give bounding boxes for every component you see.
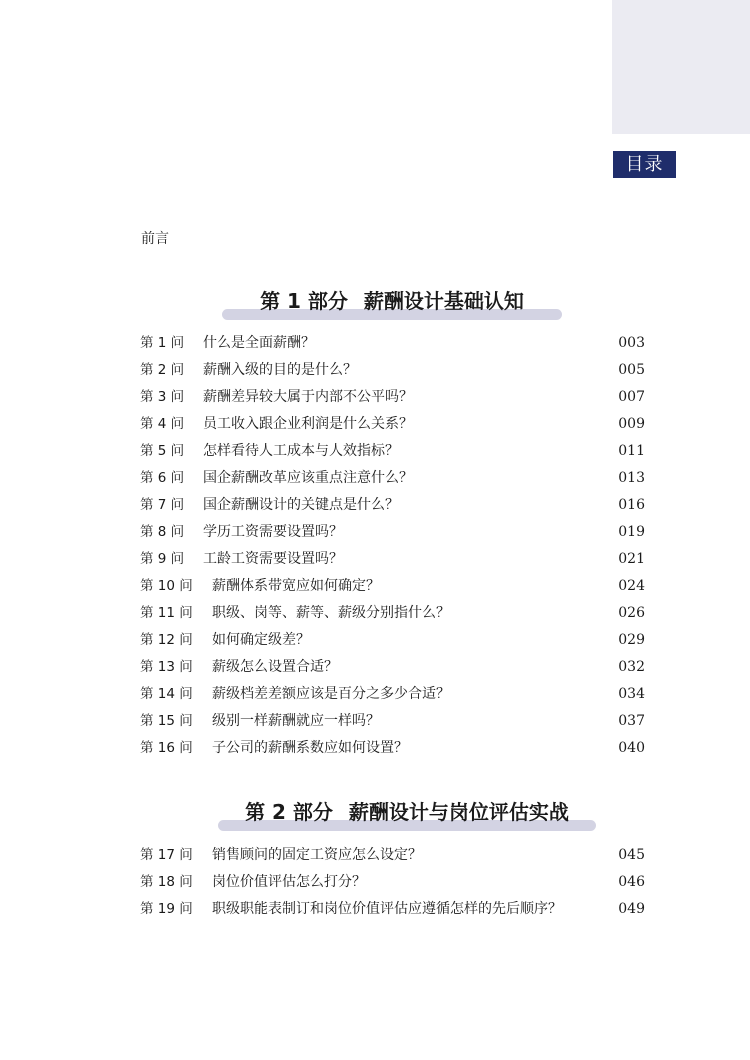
toc-entry[interactable] <box>140 384 645 411</box>
question-title: 怎样看待人工成本与人效指标？ <box>203 443 399 459</box>
question-title: 工龄工资需要设置吗？ <box>203 551 343 567</box>
page-number: 003 <box>618 335 645 351</box>
part-1-heading <box>222 288 562 320</box>
page-number: 029 <box>618 632 645 648</box>
question-number: 第 1 问 <box>140 335 185 351</box>
page-number: 009 <box>618 416 645 432</box>
toc-entry[interactable] <box>140 546 645 573</box>
toc-entry[interactable] <box>140 681 645 708</box>
question-number: 第 14 问 <box>140 686 193 702</box>
part-1-entry-list <box>140 330 645 762</box>
question-title: 员工收入跟企业利润是什么关系？ <box>203 416 413 432</box>
toc-entry[interactable] <box>140 869 645 896</box>
toc-entry[interactable] <box>140 708 645 735</box>
page-number: 045 <box>618 847 645 863</box>
page-number: 005 <box>618 362 645 378</box>
page-number: 040 <box>618 740 645 756</box>
part-2-number: 第 2 部分 <box>245 800 333 824</box>
toc-entry[interactable] <box>140 600 645 627</box>
question-title: 职级、岗等、薪等、薪级分别指什么？ <box>212 605 450 621</box>
page-number: 034 <box>618 686 645 702</box>
toc-entry[interactable] <box>140 438 645 465</box>
preface-link[interactable]: 前言 <box>141 231 169 247</box>
corner-decoration <box>612 0 750 134</box>
toc-entry[interactable] <box>140 627 645 654</box>
page-number: 026 <box>618 605 645 621</box>
question-title: 什么是全面薪酬？ <box>203 335 315 351</box>
toc-entry[interactable] <box>140 654 645 681</box>
question-number: 第 8 问 <box>140 524 185 540</box>
toc-entry[interactable] <box>140 411 645 438</box>
page-number: 013 <box>618 470 645 486</box>
toc-entry[interactable] <box>140 465 645 492</box>
toc-entry[interactable] <box>140 735 645 762</box>
question-number: 第 17 问 <box>140 847 193 863</box>
question-title: 薪酬入级的目的是什么？ <box>203 362 357 378</box>
page-number: 007 <box>618 389 645 405</box>
question-title: 子公司的薪酬系数应如何设置？ <box>212 740 408 756</box>
toc-entry[interactable] <box>140 357 645 384</box>
question-title: 国企薪酬设计的关键点是什么？ <box>203 497 399 513</box>
question-title: 职级职能表制订和岗位价值评估应遵循怎样的先后顺序？ <box>212 901 562 917</box>
question-number: 第 16 问 <box>140 740 193 756</box>
page-number: 049 <box>618 901 645 917</box>
question-number: 第 4 问 <box>140 416 185 432</box>
page-number: 016 <box>618 497 645 513</box>
part-2-heading <box>218 799 596 831</box>
question-number: 第 15 问 <box>140 713 193 729</box>
toc-badge: 目录 <box>613 151 676 178</box>
question-number: 第 7 问 <box>140 497 185 513</box>
question-number: 第 13 问 <box>140 659 193 675</box>
question-title: 学历工资需要设置吗？ <box>203 524 343 540</box>
page-number: 046 <box>618 874 645 890</box>
part-1-number: 第 1 部分 <box>260 289 348 313</box>
question-title: 如何确定级差？ <box>212 632 310 648</box>
page-number: 011 <box>618 443 645 459</box>
question-number: 第 9 问 <box>140 551 185 567</box>
question-title: 薪酬差异较大属于内部不公平吗？ <box>203 389 413 405</box>
toc-entry[interactable] <box>140 896 645 923</box>
question-number: 第 3 问 <box>140 389 185 405</box>
question-number: 第 12 问 <box>140 632 193 648</box>
part-2-entry-list <box>140 842 645 923</box>
toc-entry[interactable] <box>140 573 645 600</box>
toc-entry[interactable] <box>140 519 645 546</box>
toc-entry[interactable] <box>140 842 645 869</box>
question-number: 第 10 问 <box>140 578 193 594</box>
question-number: 第 19 问 <box>140 901 193 917</box>
page-number: 019 <box>618 524 645 540</box>
question-title: 国企薪酬改革应该重点注意什么？ <box>203 470 413 486</box>
part-1-title: 薪酬设计基础认知 <box>363 289 524 313</box>
question-number: 第 5 问 <box>140 443 185 459</box>
page-number: 021 <box>618 551 645 567</box>
question-title: 级别一样薪酬就应一样吗？ <box>212 713 380 729</box>
page-number: 037 <box>618 713 645 729</box>
question-title: 销售顾问的固定工资应怎么设定？ <box>212 847 422 863</box>
page-number: 032 <box>618 659 645 675</box>
toc-entry[interactable] <box>140 330 645 357</box>
question-number: 第 6 问 <box>140 470 185 486</box>
question-title: 薪酬体系带宽应如何确定？ <box>212 578 380 594</box>
question-number: 第 18 问 <box>140 874 193 890</box>
question-title: 薪级怎么设置合适？ <box>212 659 338 675</box>
toc-entry[interactable] <box>140 492 645 519</box>
question-title: 岗位价值评估怎么打分？ <box>212 874 366 890</box>
page-number: 024 <box>618 578 645 594</box>
question-title: 薪级档差差额应该是百分之多少合适？ <box>212 686 450 702</box>
question-number: 第 11 问 <box>140 605 193 621</box>
part-2-title: 薪酬设计与岗位评估实战 <box>348 800 569 824</box>
question-number: 第 2 问 <box>140 362 185 378</box>
